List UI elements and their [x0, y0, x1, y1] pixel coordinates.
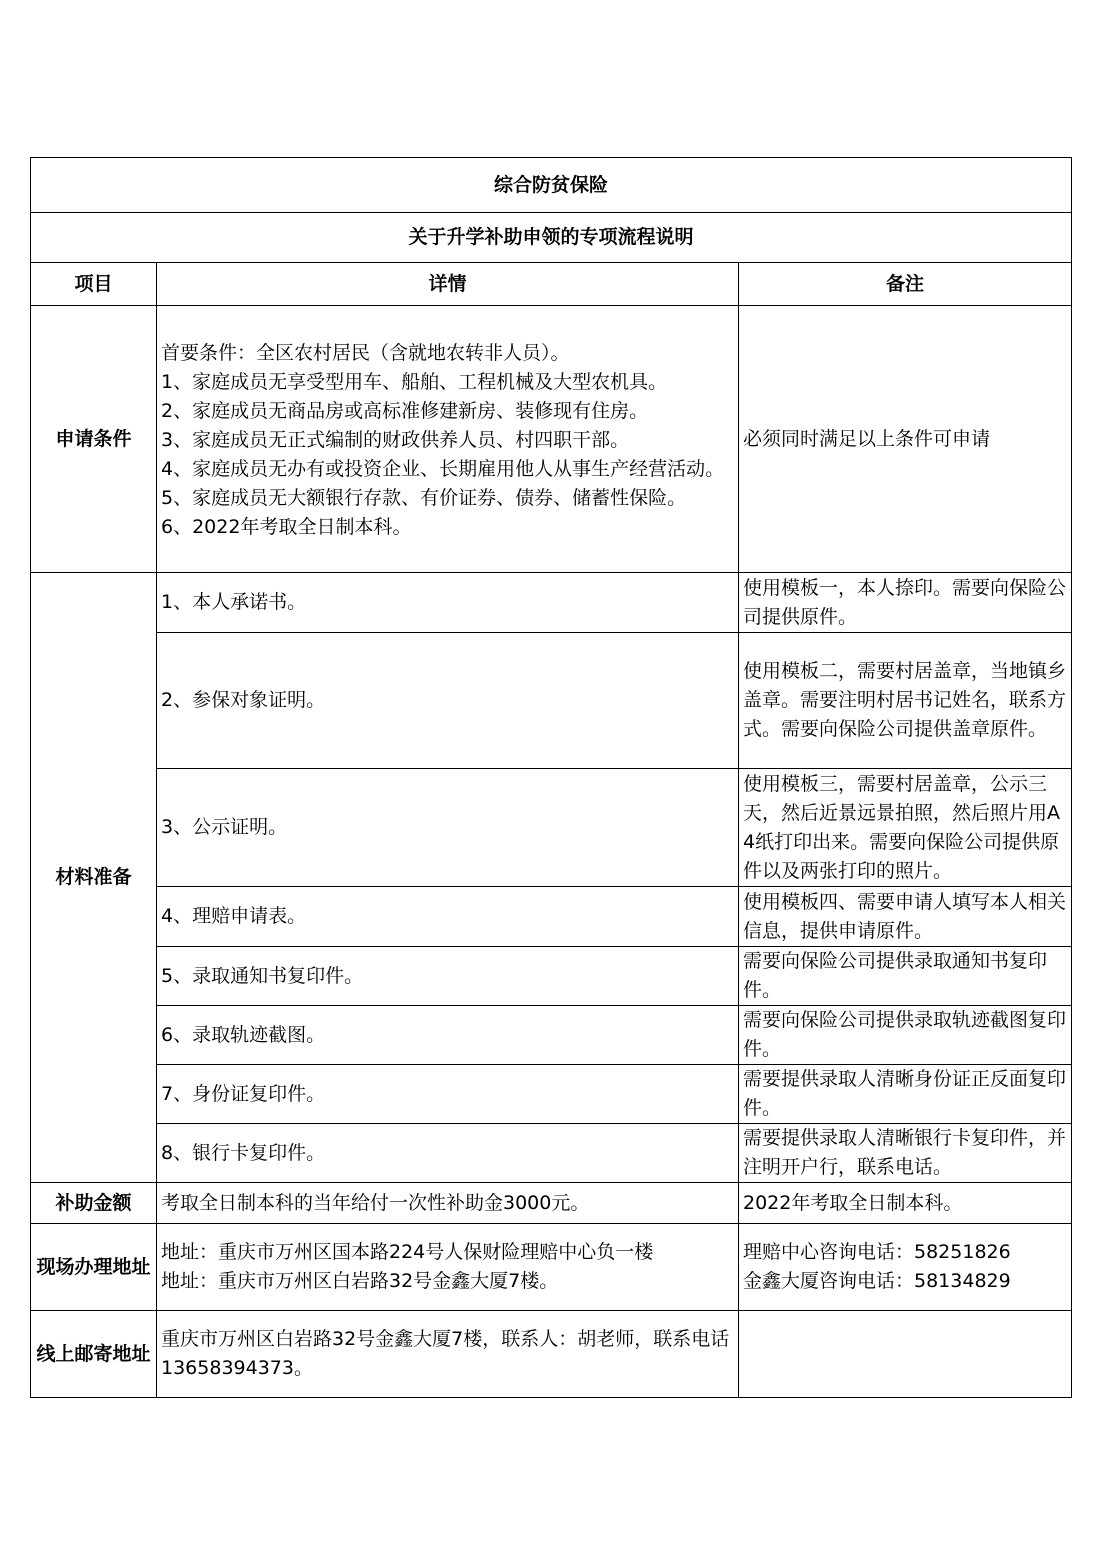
onsite-phone: 金鑫大厦咨询电话：58134829 [743, 1270, 1011, 1292]
material-note: 使用模板三，需要村居盖章，公示三天，然后近景远景拍照，然后照片用A4纸打印出来。需要向保险公司提供原件以及两张打印的照片。 [739, 769, 1072, 887]
material-detail: 6、录取轨迹截图。 [157, 1006, 739, 1065]
onsite-address: 地址：重庆市万州区白岩路32号金鑫大厦7楼。 [161, 1270, 559, 1292]
onsite-label: 现场办理地址 [31, 1224, 157, 1311]
document-title: 综合防贫保险 [31, 158, 1072, 213]
materials-label: 材料准备 [31, 573, 157, 1183]
document-subtitle: 关于升学补助申领的专项流程说明 [31, 213, 1072, 263]
material-note: 使用模板二，需要村居盖章，当地镇乡盖章。需要注明村居书记姓名，联系方式。需要向保险公司提供盖章原件。 [739, 633, 1072, 769]
mail-detail: 重庆市万州区白岩路32号金鑫大厦7楼，联系人：胡老师，联系电话13658394373。 [157, 1311, 739, 1398]
header-item: 项目 [31, 263, 157, 306]
subsidy-detail: 考取全日制本科的当年给付一次性补助金3000元。 [157, 1183, 739, 1224]
conditions-detail [157, 306, 739, 573]
condition-line: 5、家庭成员无大额银行存款、有价证券、债券、储蓄性保险。 [161, 486, 687, 509]
material-detail: 8、银行卡复印件。 [157, 1124, 739, 1183]
subsidy-label: 补助金额 [31, 1183, 157, 1224]
material-note: 需要提供录取人清晰银行卡复印件，并注明开户行，联系电话。 [739, 1124, 1072, 1183]
onsite-detail [157, 1224, 739, 1311]
condition-line: 2、家庭成员无商品房或高标准修建新房、装修现有住房。 [161, 399, 649, 422]
material-note: 使用模板一，本人捺印。需要向保险公司提供原件。 [739, 573, 1072, 633]
onsite-address: 地址：重庆市万州区国本路224号人保财险理赔中心负一楼 [161, 1241, 654, 1263]
material-note: 需要向保险公司提供录取通知书复印件。 [739, 947, 1072, 1006]
material-detail: 3、公示证明。 [157, 769, 739, 887]
header-detail: 详情 [157, 263, 739, 306]
conditions-note: 必须同时满足以上条件可申请 [739, 306, 1072, 573]
material-detail: 1、本人承诺书。 [157, 573, 739, 633]
material-detail: 4、理赔申请表。 [157, 887, 739, 947]
material-detail: 2、参保对象证明。 [157, 633, 739, 769]
condition-line: 6、2022年考取全日制本科。 [161, 515, 412, 538]
conditions-label: 申请条件 [31, 306, 157, 573]
material-detail: 7、身份证复印件。 [157, 1065, 739, 1124]
process-table [30, 157, 1072, 1398]
subsidy-note: 2022年考取全日制本科。 [739, 1183, 1072, 1224]
condition-line: 4、家庭成员无办有或投资企业、长期雇用他人从事生产经营活动。 [161, 457, 725, 480]
condition-line: 首要条件：全区农村居民（含就地农转非人员）。 [161, 341, 570, 364]
condition-line: 1、家庭成员无享受型用车、船舶、工程机械及大型农机具。 [161, 370, 668, 393]
condition-line: 3、家庭成员无正式编制的财政供养人员、村四职干部。 [161, 428, 630, 451]
onsite-phone: 理赔中心咨询电话：58251826 [743, 1241, 1011, 1263]
header-note: 备注 [739, 263, 1072, 306]
material-detail: 5、录取通知书复印件。 [157, 947, 739, 1006]
mail-label: 线上邮寄地址 [31, 1311, 157, 1398]
material-note: 需要提供录取人清晰身份证正反面复印件。 [739, 1065, 1072, 1124]
onsite-note [739, 1224, 1072, 1311]
material-note: 使用模板四、需要申请人填写本人相关信息，提供申请原件。 [739, 887, 1072, 947]
material-note: 需要向保险公司提供录取轨迹截图复印件。 [739, 1006, 1072, 1065]
mail-note [739, 1311, 1072, 1398]
